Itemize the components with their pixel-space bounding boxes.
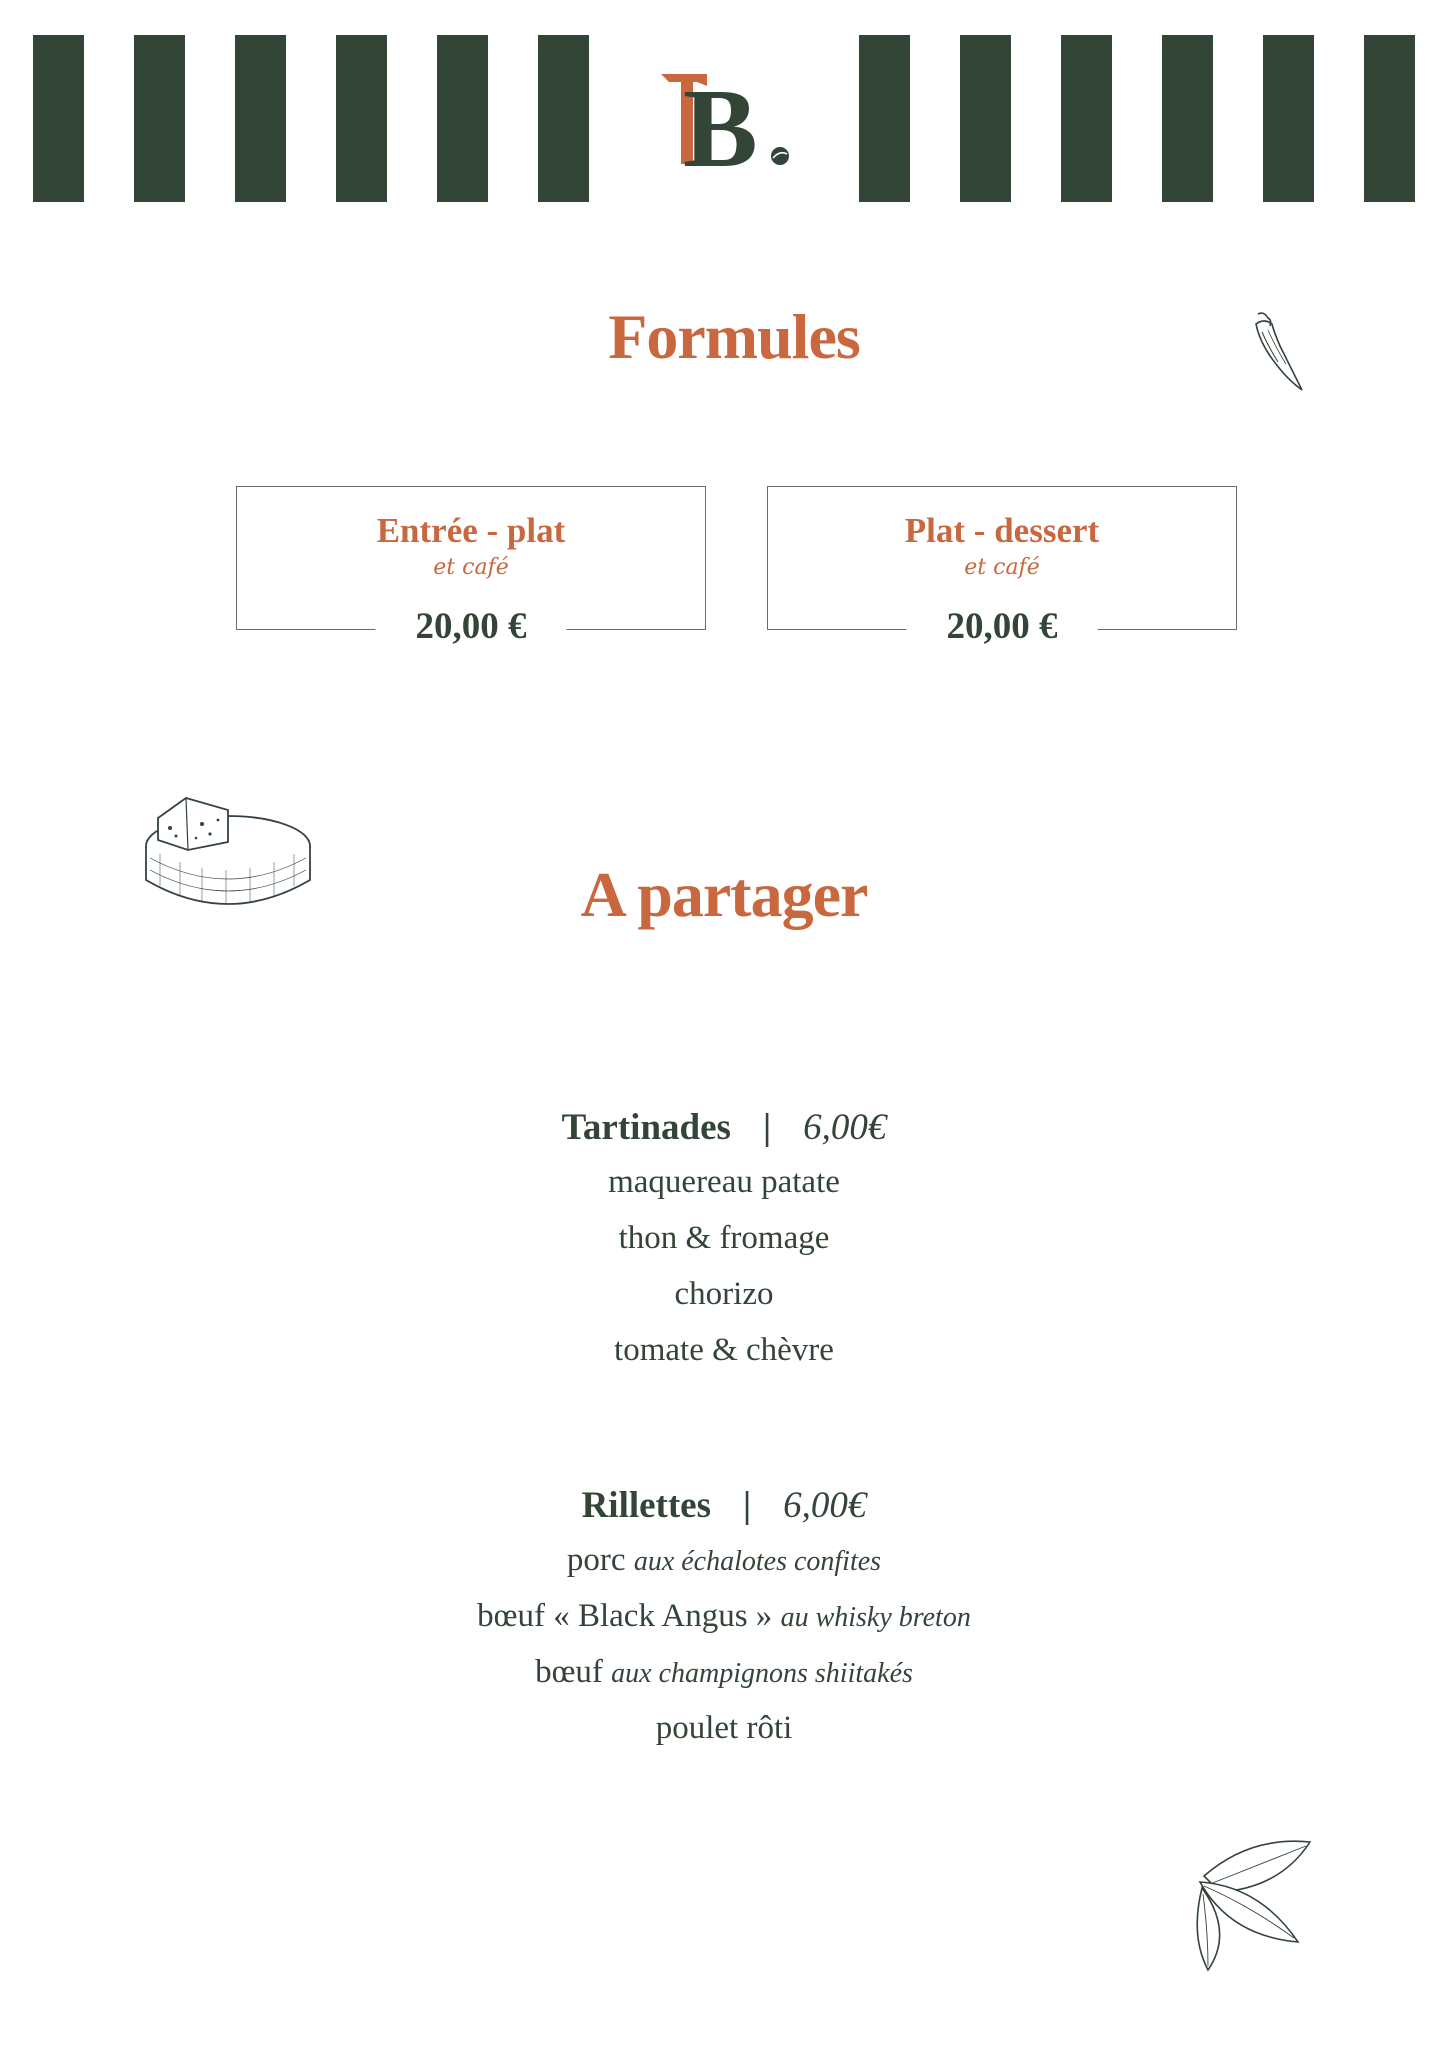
- stripe: [33, 35, 84, 202]
- formule-price: 20,00 €: [376, 605, 567, 648]
- formule-card-plat-dessert: [767, 486, 1237, 647]
- stripe: [336, 35, 387, 202]
- stripe: [437, 35, 488, 202]
- item-name: Rillettes: [581, 1485, 712, 1526]
- stripe: [1162, 35, 1213, 202]
- item-separator: |: [743, 1485, 752, 1526]
- stripe: [538, 35, 589, 202]
- item-header: [0, 1101, 1448, 1155]
- formule-price: 20,00 €: [907, 605, 1098, 648]
- stripe: [960, 35, 1011, 202]
- logo: [655, 64, 795, 174]
- svg-text:B: B: [683, 67, 758, 174]
- formule-subtitle: et café: [433, 555, 509, 580]
- item-line: porc aux échalotes confites: [566, 1542, 882, 1578]
- item-line: bœuf aux champignons shiitakés: [535, 1654, 913, 1690]
- formule-subtitle: et café: [964, 555, 1040, 580]
- stripe: [1061, 35, 1112, 202]
- item-line: thon & fromage: [618, 1220, 830, 1256]
- item-line: chorizo: [674, 1276, 774, 1312]
- stripe: [1364, 35, 1415, 202]
- partager-title: A partager: [580, 859, 868, 930]
- item-line: tomate & chèvre: [614, 1332, 834, 1368]
- chili-pepper-icon: [1248, 310, 1308, 394]
- item-line: poulet rôti: [655, 1710, 793, 1746]
- item-header: [0, 1479, 1448, 1533]
- stripe: [235, 35, 286, 202]
- formules-title: Formules: [608, 301, 860, 372]
- item-price: 6,00€: [783, 1485, 867, 1526]
- menu-item-rillettes: [0, 1479, 1448, 1757]
- stripe: [134, 35, 185, 202]
- formule-card-entree-plat: [236, 486, 706, 647]
- item-price: 6,00€: [803, 1107, 887, 1148]
- item-line: maquereau patate: [608, 1164, 840, 1200]
- stripe: [859, 35, 910, 202]
- menu-item-tartinades: [0, 1101, 1448, 1379]
- item-separator: |: [762, 1107, 772, 1148]
- leaves-icon: [1190, 1836, 1320, 1976]
- item-name: Tartinades: [561, 1107, 731, 1148]
- item-line: bœuf « Black Angus » au whisky breton: [477, 1598, 971, 1634]
- formule-name: Plat - dessert: [904, 511, 1100, 550]
- formule-name: Entrée - plat: [376, 511, 566, 550]
- stripe: [1263, 35, 1314, 202]
